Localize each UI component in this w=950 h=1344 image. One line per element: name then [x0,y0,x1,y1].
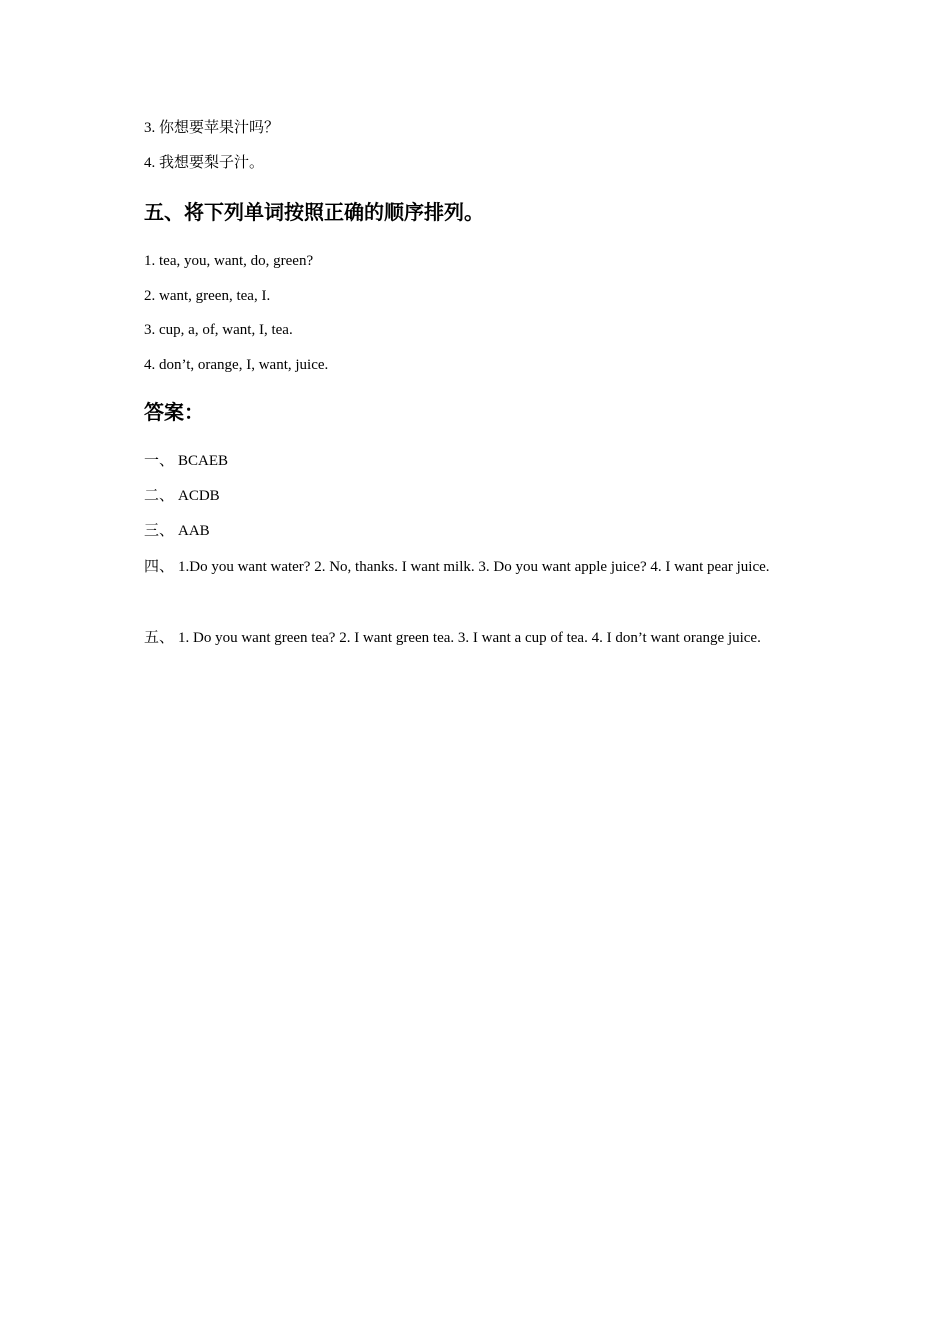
question-item: 4. don’t, orange, I, want, juice. [144,357,329,373]
answer-item [144,478,808,514]
answer-prefix: 五、 [144,630,175,646]
answer-prefix: 四、 [144,559,175,575]
answers-heading: 答案： [144,400,204,424]
question-item: 3. 你想要苹果汁吗？ [144,120,280,136]
answer-text: 1. Do you want green tea? 2. I want green tea. 3. I want a cup of tea. 4. I don’t want orange juice. [178,630,761,646]
answer-item [144,549,808,585]
answer-prefix: 二、 [144,488,175,504]
question-item: 3. cup, a, of, want, I, tea. [144,322,293,338]
answer-text: AAB [178,523,210,539]
question-item: 4. 我想要梨子汁。 [144,155,265,171]
answer-text: ACDB [178,488,220,504]
answer-prefix: 三、 [144,523,175,539]
answer-text: 1.Do you want water? 2. No, thanks. I want milk. 3. Do you want apple juice? 4. I want pear juice. [178,559,770,575]
answer-item [144,620,808,656]
answer-prefix: 一、 [144,453,175,469]
section-heading: 五、将下列单词按照正确的顺序排列。 [144,200,484,224]
question-item: 2. want, green, tea, I. [144,288,271,304]
answer-item [144,443,808,479]
question-item: 1. tea, you, want, do, green? [144,253,314,269]
answer-text: BCAEB [178,453,229,469]
answer-item [144,513,808,549]
